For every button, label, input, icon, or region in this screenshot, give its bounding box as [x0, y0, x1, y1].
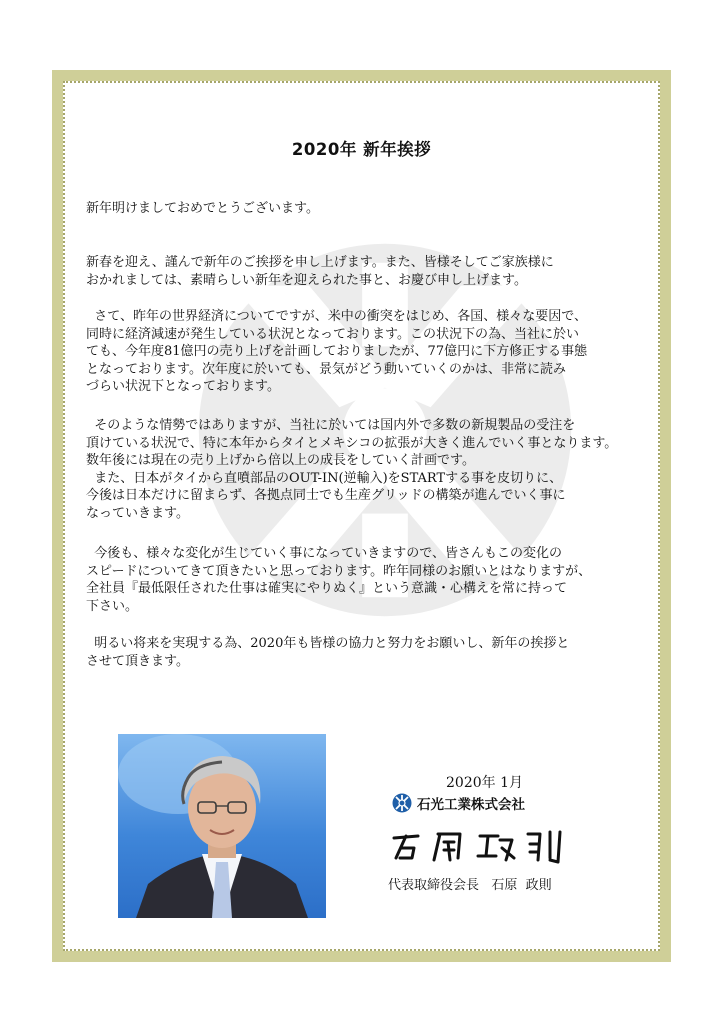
paragraph-closing: [86, 635, 658, 670]
text-line: ても、今年度81億円の売り上げを計画しておりましたが、77億円に下方修正する事態: [86, 344, 588, 359]
text-line: なっていきます。: [86, 505, 189, 521]
text-line: また、日本がタイから直噴部品のOUT-IN(逆輸入)をSTARTする事を皮切りに、: [86, 470, 563, 486]
text-line: 数年後には現在の売り上げから倍以上の成長をしていく計画です。: [86, 453, 475, 468]
signatory-title-name: 代表取締役会長 石原 政則: [388, 878, 552, 893]
text-line: 明るい将来を実現する為、2020年も皆様の協力と努力をお願いし、新年の挨拶と: [86, 636, 570, 651]
paragraph-expansion: [86, 417, 658, 522]
paragraph-new-year-wishes: [86, 254, 658, 289]
text-line: 新年明けましておめでとうございます。: [86, 201, 319, 216]
paragraph-request: [86, 545, 658, 615]
text-line: 今後も、様々な変化が生じていく事になっていきますので、皆さんもこの変化の: [86, 546, 563, 561]
text-line: 頂けている状況で、特に本年からタイとメキシコの拡張が大きく進んでいく事となります。: [86, 435, 618, 451]
company-name: 石光工業株式会社: [417, 797, 525, 813]
text-line: さて、昨年の世界経済についてですが、米中の衝突をはじめ、各国、様々な要因で、: [86, 309, 587, 324]
text-line: 新春を迎え、謹んで新年のご挨拶を申し上げます。また、皆様そしてご家族様に: [86, 255, 554, 270]
text-line: 今後は日本だけに留まらず、各拠点同士でも生産グリッドの構築が進んでいく事に: [86, 488, 566, 503]
company-name-row: [392, 793, 525, 813]
text-line: づらい状況下となっております。: [86, 379, 280, 394]
paragraph-economy: [86, 308, 658, 396]
chairman-portrait: [118, 734, 326, 918]
letter-title: 2020年 新年挨拶: [291, 140, 432, 159]
text-line: 同時に経済減速が発生している状況となっております。この状況下の為、当社に於い: [86, 326, 579, 342]
text-line: おかれましては、素晴らしい新年を迎えられた事と、お慶び申し上げます。: [86, 272, 527, 288]
text-line: 下さい。: [86, 598, 139, 614]
text-line: そのような情勢ではありますが、当社に於いては国内外で多数の新規製品の受注を: [86, 418, 576, 433]
paragraph-greeting: [86, 200, 658, 218]
letter-date: 2020年 1月: [446, 775, 523, 791]
text-line: スピードについてきて頂きたいと思っております。昨年同様のお願いとはなりますが、: [86, 563, 592, 579]
text-line: させて頂きます。: [86, 653, 189, 669]
text-line: となっております。次年度に於いても、景気がどう動いていくのかは、非常に読み: [86, 361, 566, 377]
text-line: 全社員『最低限任された仕事は確実にやりぬく』という意識・心構えを常に持って: [86, 581, 568, 596]
sekko-logo-icon: [392, 793, 412, 813]
handwritten-signature: [388, 826, 578, 866]
